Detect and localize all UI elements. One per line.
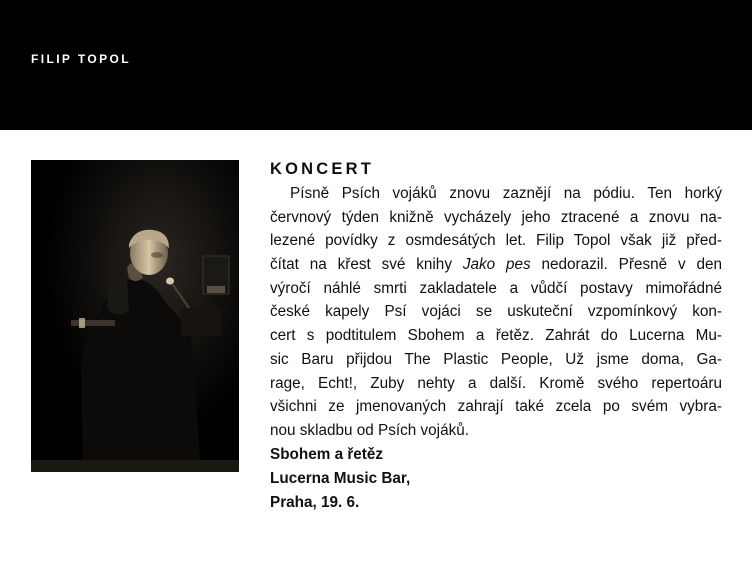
body-text: čítat na křest své knihy bbox=[270, 256, 463, 274]
article bbox=[270, 158, 722, 515]
body-line: nou skladbu od Psích vojáků. bbox=[270, 421, 469, 439]
event-name: Sbohem a řetěz bbox=[270, 445, 384, 463]
book-title: Jako pes bbox=[462, 256, 531, 274]
header-title: FILIP TOPOL bbox=[31, 52, 131, 66]
header-band bbox=[0, 0, 752, 130]
body-line: sic Baru přijdou The Plastic People, Už jsme doma, Ga- bbox=[270, 350, 722, 368]
body-line: české kapely Psí vojáci se uskuteční vzpomínkový kon- bbox=[270, 303, 722, 321]
body-line: rage, Echt!, Zuby nehty a další. Kromě svého repertoáru bbox=[270, 374, 722, 392]
body-line bbox=[270, 253, 722, 277]
concert-photo bbox=[31, 160, 239, 472]
concert-photo-image bbox=[31, 160, 239, 472]
event-place-date: Praha, 19. 6. bbox=[270, 493, 360, 511]
body-line: červnový týden knižně vycházely jeho ztracené a znovu na- bbox=[270, 208, 722, 226]
body-line: všichni ze jmenovaných zahrají také zcela po svém vybra- bbox=[270, 398, 722, 416]
body-line: výročí náhlé smrti zakladatele a vůdčí postavy mimořádné bbox=[270, 279, 722, 297]
event-venue: Lucerna Music Bar, bbox=[270, 469, 411, 487]
body-line: cert s podtitulem Sbohem a řetěz. Zahrát do Lucerna Mu- bbox=[270, 327, 722, 345]
body-line: lezené povídky z osmdesátých let. Filip Topol však již před- bbox=[270, 232, 722, 250]
body-line: Písně Psích vojáků znovu zaznějí na pódiu. Ten horký bbox=[290, 185, 722, 202]
body-text: nedorazil. Přesně v den bbox=[530, 256, 722, 274]
article-heading: KONCERT bbox=[270, 160, 374, 178]
